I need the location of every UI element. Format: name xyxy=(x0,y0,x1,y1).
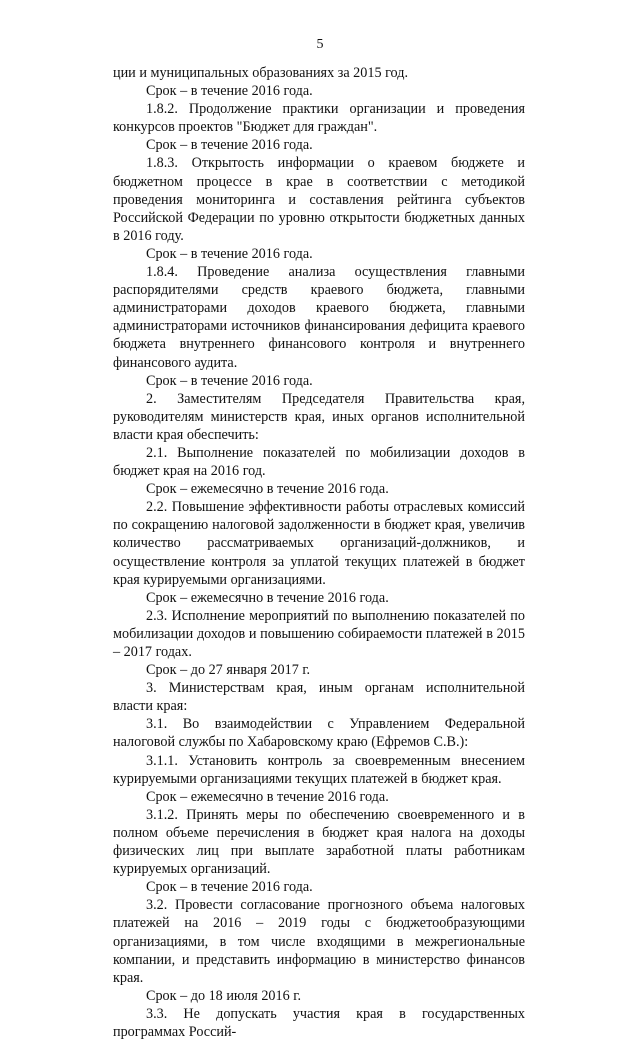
paragraph: 3.1. Во взаимодействии с Управлением Федеральной налоговой службы по Хабаровскому краю (Ефремов С.В.): xyxy=(113,716,525,751)
paragraph: 1.8.3. Открытость информации о краевом бюджете и бюджетном процессе в крае в соответствии с методикой проведения мониторинга и составления рейтинга субъектов Российской Федерации по уровню открытости бюджетных данных в 2016 году. xyxy=(113,155,525,244)
paragraph: Срок – до 27 января 2017 г. xyxy=(146,662,311,679)
paragraph: Срок – до 18 июля 2016 г. xyxy=(146,987,302,1004)
paragraph: 3.3. Не допускать участия края в государственных программах Россий- xyxy=(113,1005,525,1040)
paragraph: Срок – ежемесячно в течение 2016 года. xyxy=(146,481,389,498)
paragraph: Срок – ежемесячно в течение 2016 года. xyxy=(146,589,389,606)
paragraph: Срок – в течение 2016 года. xyxy=(146,372,313,389)
paragraph: Срок – ежемесячно в течение 2016 года. xyxy=(146,788,389,805)
paragraph: 2.2. Повышение эффективности работы отраслевых комиссий по сокращению налоговой задолженности в бюджет края, увеличив количество рассматриваемых организаций-должников, и осуществление контроля за уплатой текущих платежей в бюджет края курируемыми организациями. xyxy=(113,499,525,588)
paragraph: 3.1.2. Принять меры по обеспечению своевременного и в полном объеме перечисления в бюджет края налога на доходы физических лиц при выплате заработной платы работникам курируемых организаций. xyxy=(113,806,525,878)
paragraph: Срок – в течение 2016 года. xyxy=(146,879,313,896)
paragraph: Срок – в течение 2016 года. xyxy=(146,83,313,100)
paragraph: ции и муниципальных образованиях за 2015 год. xyxy=(113,65,408,81)
paragraph: Срок – в течение 2016 года. xyxy=(146,245,313,262)
paragraph: 3.1.1. Установить контроль за своевременным внесением курируемыми организациями текущих платежей в бюджет края. xyxy=(113,752,525,787)
paragraph: Срок – в течение 2016 года. xyxy=(146,137,313,154)
paragraph: 1.8.4. Проведение анализа осуществления главными распорядителями средств краевого бюджета, главными администраторами доходов краевого бюджета, главными администраторами источников финансирования дефицита краевого бюджета внутреннего финансового контроля и внутреннего финансового аудита. xyxy=(113,264,525,371)
paragraph: 2.1. Выполнение показателей по мобилизации доходов в бюджет края на 2016 год. xyxy=(113,444,525,480)
paragraph: 2.3. Исполнение мероприятий по выполнению показателей по мобилизации доходов и повышению собираемости платежей в 2015 – 2017 годах. xyxy=(113,607,525,660)
paragraph: 3.2. Провести согласование прогнозного объема налоговых платежей на 2016 – 2019 годы с бюджетообразующими организациями, в том числе входящими в межрегиональные компании, и представить информацию в министерство финансов края. xyxy=(113,897,525,986)
document-body xyxy=(113,64,525,1041)
paragraph: 1.8.2. Продолжение практики организации и проведения конкурсов проектов "Бюджет для граждан". xyxy=(113,101,525,136)
page-number: 5 xyxy=(316,37,324,52)
paragraph: 3. Министерствам края, иным органам исполнительной власти края: xyxy=(113,680,525,715)
paragraph: 2. Заместителям Председателя Правительства края, руководителям министерств края, иных органов исполнительной власти края обеспечить: xyxy=(113,390,525,443)
